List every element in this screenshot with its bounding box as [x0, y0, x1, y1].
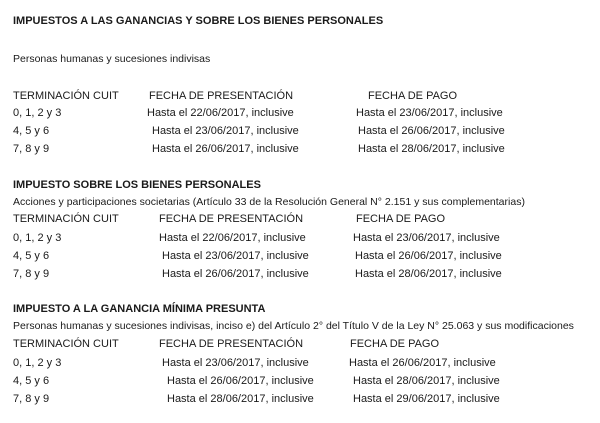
section2-title: IMPUESTO SOBRE LOS BIENES PERSONALES	[13, 179, 261, 191]
section2-row2-presentacion: Hasta el 23/06/2017, inclusive	[162, 250, 309, 262]
section1-title: IMPUESTOS A LAS GANANCIAS Y SOBRE LOS BIENES PERSONALES	[13, 15, 384, 27]
section2-header-pago: FECHA DE PAGO	[356, 213, 446, 225]
section2-subtitle: Acciones y participaciones societarias (Artículo 33 de la Resolución General N° 2.151 y sus complementarias)	[13, 196, 525, 208]
section1-row1-presentacion: Hasta el 22/06/2017, inclusive	[147, 107, 294, 119]
section2-row2-pago: Hasta el 26/06/2017, inclusive	[355, 250, 502, 262]
section1-row3-pago: Hasta el 28/06/2017, inclusive	[358, 143, 505, 155]
section1-header-pago: FECHA DE PAGO	[368, 90, 458, 102]
section3-row1-cuit: 0, 1, 2 y 3	[13, 357, 62, 369]
section2-row1-pago: Hasta el 23/06/2017, inclusive	[353, 232, 500, 244]
section2-row3-pago: Hasta el 28/06/2017, inclusive	[355, 268, 502, 280]
section3-header-cuit: TERMINACIÓN CUIT	[13, 338, 119, 350]
section3-row3-cuit: 7, 8 y 9	[13, 393, 50, 405]
section2-row3-cuit: 7, 8 y 9	[13, 268, 50, 280]
section1-row3-presentacion: Hasta el 26/06/2017, inclusive	[152, 143, 299, 155]
section1-row1-pago: Hasta el 23/06/2017, inclusive	[356, 107, 503, 119]
section3-row3-pago: Hasta el 29/06/2017, inclusive	[353, 393, 500, 405]
section1-row2-cuit: 4, 5 y 6	[13, 125, 50, 137]
section3-row2-cuit: 4, 5 y 6	[13, 375, 50, 387]
section1-subtitle: Personas humanas y sucesiones indivisas	[13, 53, 211, 65]
section2-header-cuit: TERMINACIÓN CUIT	[13, 213, 119, 225]
section2-row3-presentacion: Hasta el 26/06/2017, inclusive	[162, 268, 309, 280]
section2-row1-cuit: 0, 1, 2 y 3	[13, 232, 62, 244]
section2-row1-presentacion: Hasta el 22/06/2017, inclusive	[159, 232, 306, 244]
section3-title: IMPUESTO A LA GANANCIA MÍNIMA PRESUNTA	[13, 303, 266, 315]
section3-subtitle: Personas humanas y sucesiones indivisas, inciso e) del Artículo 2° del Título V de la Ley N° 25.063 y sus modificaciones	[13, 320, 574, 332]
section1-row2-pago: Hasta el 26/06/2017, inclusive	[358, 125, 505, 137]
section3-row1-pago: Hasta el 26/06/2017, inclusive	[349, 357, 496, 369]
section3-row2-presentacion: Hasta el 26/06/2017, inclusive	[167, 375, 314, 387]
section3-row1-presentacion: Hasta el 23/06/2017, inclusive	[162, 357, 309, 369]
section1-row1-cuit: 0, 1, 2 y 3	[13, 107, 62, 119]
section1-header-presentacion: FECHA DE PRESENTACIÓN	[149, 90, 294, 102]
section3-header-pago: FECHA DE PAGO	[350, 338, 440, 350]
section3-row3-presentacion: Hasta el 28/06/2017, inclusive	[167, 393, 314, 405]
section1-row2-presentacion: Hasta el 23/06/2017, inclusive	[152, 125, 299, 137]
section2-row2-cuit: 4, 5 y 6	[13, 250, 50, 262]
section1-header-cuit: TERMINACIÓN CUIT	[13, 90, 119, 102]
section1-row3-cuit: 7, 8 y 9	[13, 143, 50, 155]
section2-header-presentacion: FECHA DE PRESENTACIÓN	[159, 213, 304, 225]
section3-row2-pago: Hasta el 28/06/2017, inclusive	[353, 375, 500, 387]
section3-header-presentacion: FECHA DE PRESENTACIÓN	[159, 338, 304, 350]
